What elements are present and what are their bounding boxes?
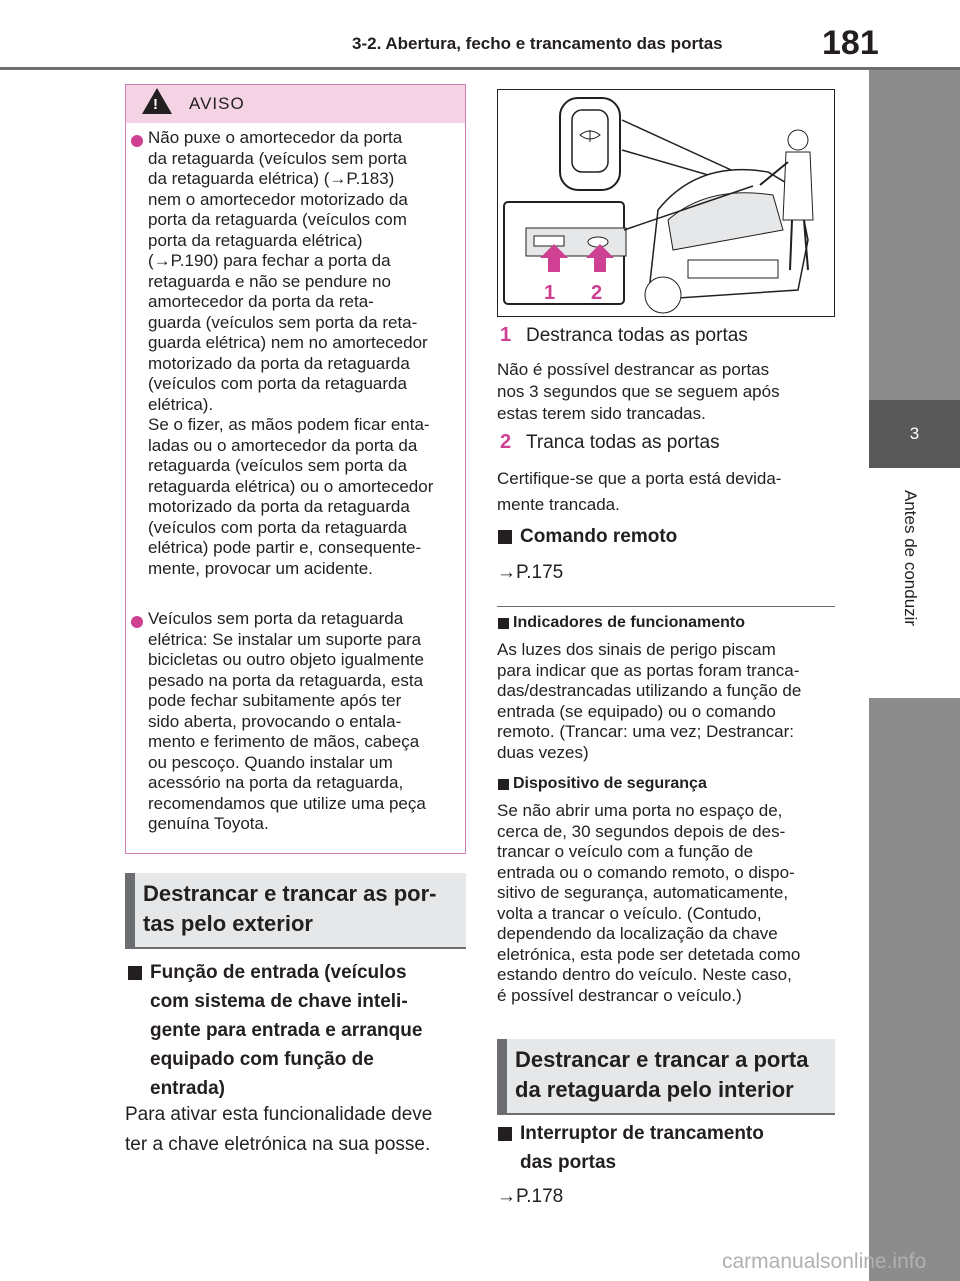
- text-line: ou pescoço. Quando instalar um: [148, 752, 393, 772]
- text-line: é possível destrancar o veículo.): [497, 985, 742, 1005]
- text-line: motorizado da porta da retaguarda: [148, 353, 410, 373]
- key-figure: [497, 89, 835, 317]
- exclamation-icon: !: [153, 96, 158, 113]
- body-line: nos 3 segundos que se seguem após: [497, 382, 780, 401]
- section-heading-line: Destrancar e trancar as por-: [143, 881, 437, 906]
- text-line: porta da retaguarda (veículos com: [148, 210, 407, 229]
- text-line: Veículos sem porta da retaguarda: [148, 609, 404, 628]
- step-number: 1: [500, 324, 512, 346]
- text-line: duas vezes): [497, 742, 589, 762]
- indicators-heading: Indicadores de funcionamento: [513, 614, 746, 631]
- text-line: bicicletas ou outro objeto igualmente: [148, 650, 424, 669]
- section-rule: [125, 947, 466, 949]
- side-bar-upper: [869, 70, 960, 400]
- text-line: nem o amortecedor motorizado da: [148, 189, 408, 209]
- text-line: (→P.190) para fechar a porta da: [148, 251, 391, 270]
- text-line: remoto. (Trancar: uma vez; Destrancar:: [497, 722, 794, 741]
- warning-item-1: [148, 128, 458, 579]
- text-line: entrada ou o comando remoto, o dispo-: [497, 862, 795, 882]
- text-line: amortecedor da porta da reta-: [148, 292, 374, 311]
- warning-label: AVISO: [189, 94, 245, 113]
- step-title: Destranca todas as portas: [526, 325, 748, 346]
- heading-line: Função de entrada (veículos: [150, 962, 407, 983]
- security-body: [497, 801, 842, 1006]
- indicators-body: [497, 640, 842, 763]
- entry-function-body: [125, 1100, 470, 1160]
- section-rule: [497, 1113, 835, 1115]
- body-line: Para ativar esta funcionalidade deve: [125, 1104, 433, 1125]
- heading-line: entrada): [150, 1078, 225, 1099]
- text-line: retaguarda (veículos sem porta da: [148, 456, 407, 475]
- page-number: 181: [822, 24, 879, 62]
- text-line: cerca de, 30 segundos depois de des-: [497, 821, 786, 841]
- chapter-tab[interactable]: 3: [869, 400, 960, 468]
- heading-line: das portas: [520, 1152, 617, 1173]
- body-line: estas terem sido trancadas.: [497, 404, 706, 423]
- remote-ref-link[interactable]: →P.175: [497, 562, 564, 583]
- watermark: carmanualsonline.info: [722, 1250, 927, 1273]
- body-line: Não é possível destrancar as portas: [497, 360, 770, 379]
- text-line: trancar o veículo com a função de: [497, 842, 754, 861]
- square-bullet-icon: [498, 1127, 512, 1141]
- switch-heading: [520, 1119, 764, 1177]
- text-line: sido aberta, provocando o entala-: [148, 711, 402, 731]
- text-line: elétrica) pode partir e, consequente-: [148, 538, 422, 557]
- section-title: 3-2. Abertura, fecho e trancamento das portas: [352, 34, 723, 53]
- square-bullet-icon: [498, 779, 509, 790]
- text-line: retaguarda e não se pendure no: [148, 271, 391, 291]
- text-line: Se não abrir uma porta no espaço de,: [497, 801, 783, 820]
- body-line: mente trancada.: [497, 495, 620, 514]
- text-line: para indicar que as portas foram tranca-: [497, 660, 800, 680]
- step-body: [497, 359, 842, 425]
- divider: [497, 606, 835, 607]
- heading-line: equipado com função de: [150, 1049, 374, 1070]
- step-number: 2: [500, 431, 512, 453]
- header-rule: [0, 67, 960, 70]
- text-line: da retaguarda (veículos sem porta: [148, 148, 407, 168]
- text-line: acessório na porta da retaguarda,: [148, 773, 404, 792]
- section-heading-line: da retaguarda pelo interior: [515, 1077, 794, 1102]
- text-line: da retaguarda elétrica) (→P.183): [148, 169, 395, 188]
- text-line: estando dentro do veículo. Neste caso,: [497, 965, 792, 984]
- text-line: recomendamos que utilize uma peça: [148, 793, 426, 813]
- text-line: dependendo da localização da chave: [497, 924, 778, 943]
- warning-header: [126, 85, 465, 123]
- figure-label-2: 2: [591, 282, 603, 304]
- text-line: elétrica: Se instalar um suporte para: [148, 629, 422, 649]
- text-line: Se o fizer, as mãos podem ficar enta-: [148, 415, 430, 434]
- text-line: eletrónica, esta pode ser detetada como: [497, 944, 801, 964]
- text-line: genuína Toyota.: [148, 814, 269, 833]
- square-bullet-icon: [128, 966, 142, 980]
- text-line: das/destrancadas utilizando a função de: [497, 681, 802, 700]
- bullet-icon: [131, 135, 143, 147]
- text-line: retaguarda elétrica) ou o amortecedor: [148, 476, 434, 496]
- section-heading-line: tas pelo exterior: [143, 911, 313, 936]
- chapter-title: Antes de conduzir: [901, 490, 920, 627]
- section-heading-exterior: [125, 873, 466, 947]
- text-line: entrada (se equipado) ou o comando: [497, 701, 776, 721]
- body-line: ter a chave eletrónica na sua posse.: [125, 1134, 431, 1155]
- text-line: As luzes dos sinais de perigo piscam: [497, 640, 776, 659]
- text-line: Não puxe o amortecedor da porta: [148, 128, 403, 147]
- warning-item-2: [148, 609, 458, 835]
- square-bullet-icon: [498, 618, 509, 629]
- text-line: pesado na porta da retaguarda, esta: [148, 670, 424, 690]
- step-title: Tranca todas as portas: [526, 432, 720, 453]
- step-body: [497, 466, 842, 518]
- text-line: mente, provocar um acidente.: [148, 558, 373, 578]
- text-line: guarda elétrica) nem no amortecedor: [148, 333, 428, 352]
- text-line: guarda (veículos sem porta da reta-: [148, 312, 418, 332]
- section-heading-line: Destrancar e trancar a porta: [515, 1047, 809, 1072]
- text-line: sitivo de segurança, automaticamente,: [497, 883, 789, 902]
- heading-line: gente para entrada e arranque: [150, 1020, 423, 1041]
- text-line: (veículos com porta da retaguarda: [148, 374, 407, 393]
- side-bar-lower: [869, 698, 960, 1281]
- square-bullet-icon: [498, 530, 512, 544]
- switch-ref-link[interactable]: →P.178: [497, 1186, 564, 1207]
- entry-function-heading: [150, 958, 470, 1103]
- text-line: pode fechar subitamente após ter: [148, 691, 402, 710]
- text-line: mento e ferimento de mãos, cabeça: [148, 732, 420, 751]
- text-line: (veículos com porta da retaguarda: [148, 517, 407, 537]
- remote-heading: Comando remoto: [520, 526, 678, 547]
- text-line: porta da retaguarda elétrica): [148, 230, 363, 250]
- body-line: Certifique-se que a porta está devida-: [497, 469, 782, 488]
- heading-line: Interruptor de trancamento: [520, 1123, 764, 1144]
- text-line: motorizado da porta da retaguarda: [148, 497, 410, 516]
- section-heading-interior: [497, 1039, 835, 1113]
- text-line: elétrica).: [148, 394, 214, 414]
- text-line: ladas ou o amortecedor da porta da: [148, 435, 418, 455]
- security-heading: Dispositivo de segurança: [513, 775, 707, 792]
- heading-line: com sistema de chave inteli-: [150, 991, 408, 1012]
- figure-label-1: 1: [544, 282, 556, 304]
- bullet-icon: [131, 616, 143, 628]
- text-line: volta a trancar o veículo. (Contudo,: [497, 903, 762, 923]
